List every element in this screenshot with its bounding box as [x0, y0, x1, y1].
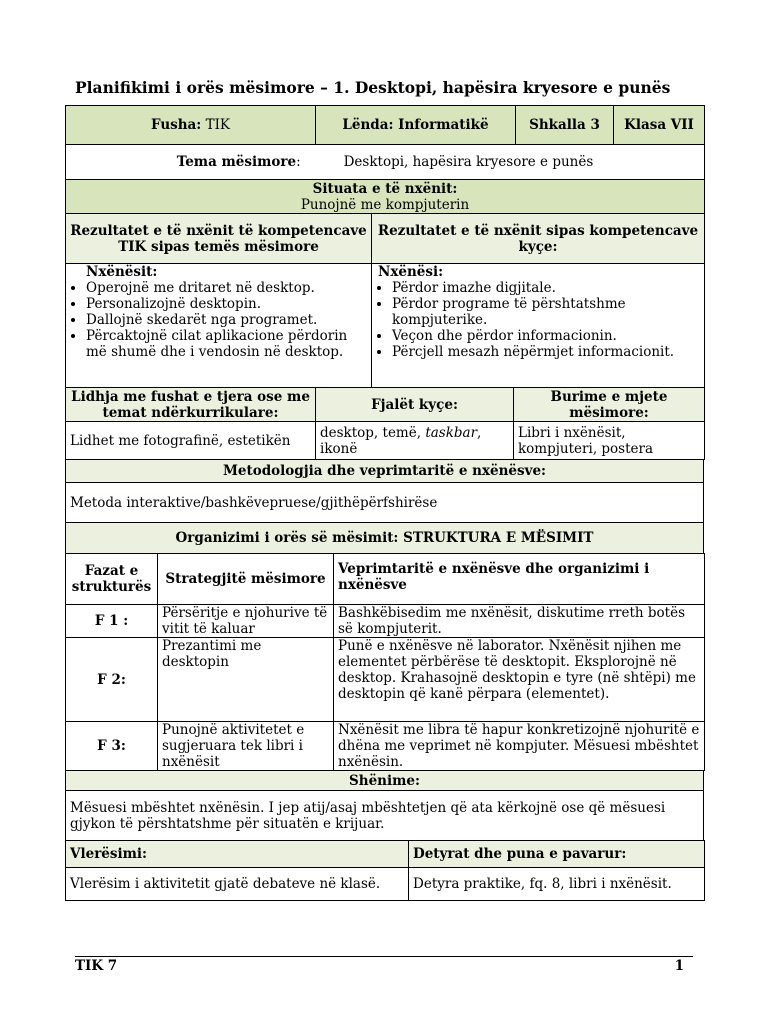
list-item: • Personalizojnë desktopin.: [86, 296, 367, 312]
metodologjia-value: Metoda interaktive/bashkëvepruese/gjithëpërfshirëse: [66, 483, 704, 523]
vleresimi-table: [65, 840, 705, 901]
situata-cell: [66, 180, 705, 214]
rezultatet-tik-header: Rezultatet e të nxënit të kompetencave TIK sipas temës mësimore: [66, 214, 372, 264]
burime-value: Libri i nxënësit, kompjuteri, postera: [514, 422, 705, 460]
rezultatet-table: [65, 213, 705, 388]
burime-header: Burime e mjete mësimore:: [514, 388, 705, 422]
situata-value: Punojnë me kompjuterin: [300, 196, 470, 213]
footer-left: TIK 7: [75, 958, 118, 974]
metodologjia-header: Metodologjia dhe veprimtaritë e nxënësve:: [66, 460, 704, 483]
rezultatet-tik-lead: Nxënësit:: [86, 264, 158, 280]
shenime-table: [65, 770, 704, 841]
fusha-cell: [66, 106, 316, 145]
page-number: 1: [674, 958, 684, 974]
fazat-header: Fazat e strukturës: [66, 554, 158, 605]
faza-cell: F 3:: [66, 722, 158, 771]
struktura-table: [65, 553, 705, 771]
rezultatet-tik-list: [72, 280, 367, 360]
list-item: • Përcaktojnë cilat aplikacione përdorin më shumë dhe i vendosin në desktop.: [86, 328, 367, 360]
rezultatet-kyce-cell: [372, 264, 705, 388]
lidhja-value: Lidhet me fotografinë, estetikën: [66, 422, 316, 460]
detyrat-header: Detyrat dhe puna e pavarur:: [409, 841, 705, 868]
lenda-cell: Lënda: Informatikë: [316, 106, 516, 145]
detyrat-value: Detyra praktike, fq. 8, libri i nxënësit.: [409, 868, 705, 901]
list-item: • Veçon dhe përdor informacionin.: [392, 328, 700, 344]
strategjia-cell: Përsëritje e njohurive të vitit të kaluar: [158, 605, 334, 638]
list-item: • Dallojnë skedarët nga programet.: [86, 312, 367, 328]
lidhja-header: Lidhja me fushat e tjera ose me temat ndërkurrikulare:: [66, 388, 316, 422]
tema-label: Tema mësimore: [176, 154, 297, 170]
footer-divider: [75, 956, 693, 957]
fjalet-kyce-header: Fjalët kyçe:: [316, 388, 514, 422]
faza-cell: F 1 :: [66, 605, 158, 638]
strategjite-header: Strategjitë mësimore: [158, 554, 334, 605]
plan-table-main: [65, 105, 705, 214]
rezultatet-kyce-list: [378, 280, 700, 360]
vleresimi-header: Vlerësimi:: [66, 841, 409, 868]
situata-label: Situata e të nxënit:: [312, 180, 458, 197]
metodologjia-table: [65, 459, 704, 554]
table-row: [66, 605, 705, 638]
veprimtari-cell: Punë e nxënësve në laborator. Nxënësit njihen me elementet përbërëse të desktopit. Eksplorojnë në desktop. Krahasojnë desktopin e tyre (në shtëpi) me desktopin që kanë përpara (elementet).: [334, 638, 705, 722]
shkalla-cell: Shkalla 3: [516, 106, 614, 145]
list-item: • Përcjell mesazh nëpërmjet informacionit.: [392, 344, 700, 360]
rezultatet-kyce-lead: Nxënësi:: [378, 264, 444, 280]
strategjia-cell: Punojnë aktivitetet e sugjeruara tek libri i nxënësit: [158, 722, 334, 771]
fusha-value: TIK: [205, 117, 231, 133]
list-item: • Operojnë me dritaret në desktop.: [86, 280, 367, 296]
page-title: Planifikimi i orës mësimore – 1. Desktopi, hapësira kryesore e punës: [75, 78, 671, 97]
veprimtarite-header: Veprimtaritë e nxënësve dhe organizimi i nxënësve: [334, 554, 705, 605]
shenime-header: Shënime:: [66, 771, 704, 791]
vleresimi-value: Vlerësim i aktivitetit gjatë debateve në klasë.: [66, 868, 409, 901]
veprimtari-cell: Nxënësit me libra të hapur konkretizojnë njohuritë e dhëna me veprimet në kompjuter. Mësuesi mbështet nxënësin.: [334, 722, 705, 771]
list-item: • Përdor programe të përshtatshme kompjuterike.: [392, 296, 700, 328]
veprimtari-cell: Bashkëbisedim me nxënësit, diskutime rreth botës së kompjuterit.: [334, 605, 705, 638]
table-row: [66, 638, 705, 722]
rezultatet-tik-cell: [66, 264, 372, 388]
faza-cell: F 2:: [66, 638, 158, 722]
lidhja-table: [65, 387, 705, 460]
fjalet-kyce-value: desktop, temë, taskbar, ikonë: [316, 422, 514, 460]
list-item: • Përdor imazhe digjitale.: [392, 280, 700, 296]
rezultatet-kyce-header: Rezultatet e të nxënit sipas kompetencave kyçe:: [372, 214, 705, 264]
strategjia-cell: Prezantimi me desktopin: [158, 638, 334, 722]
shenime-value: Mësuesi mbështet nxënësin. I jep atij/asaj mbështetjen që ata kërkojnë ose që mësuesi gjykon të përshtatshme për situatën e krijuar.: [66, 791, 704, 841]
table-row: [66, 722, 705, 771]
tema-value: Desktopi, hapësira kryesore e punës: [343, 154, 594, 170]
klasa-cell: Klasa VII: [614, 106, 705, 145]
fusha-label: Fusha:: [150, 117, 202, 133]
organizimi-header: Organizimi i orës së mësimit: STRUKTURA E MËSIMIT: [66, 523, 704, 554]
tema-cell: Tema mësimore: Desktopi, hapësira kryesore e punës: [66, 145, 705, 180]
